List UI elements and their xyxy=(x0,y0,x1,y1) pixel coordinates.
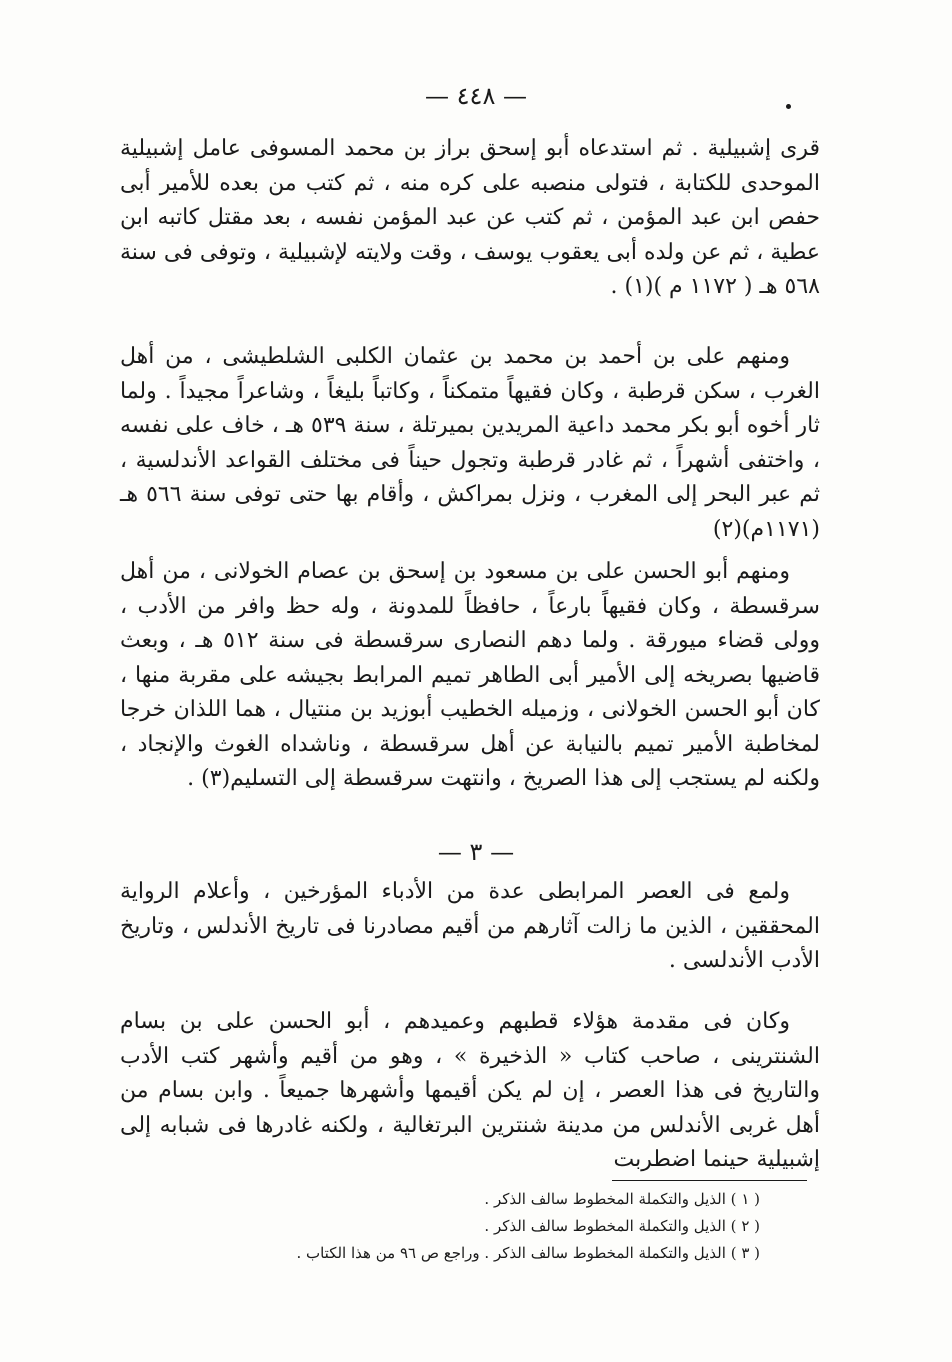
section-paragraph-2 xyxy=(120,1005,820,1178)
paragraph-3 xyxy=(120,555,820,797)
paragraph-text: ولمع فى العصر المرابطى عدة من الأدباء المؤرخين ، وأعلام الرواية المحققين ، الذين ما زالت آثارهم من أقيم مصادرنا فى تاريخ الأندلس ، وتاريخ الأدب الأندلسى . xyxy=(120,879,820,973)
page-number: — ٤٤٨ — xyxy=(425,82,527,110)
paragraph-2 xyxy=(120,340,820,547)
paragraph-text: ومنهم على بن أحمد بن محمد بن عثمان الكلبى الشلطيشى ، من أهل الغرب ، سكن قرطبة ، وكان فقيهاً متمكناً ، وكاتباً بليغاً ، وشاعراً مجيداً . ولما ثار أخوه أبو بكر محمد داعية المريدين بميرتلة ، سنة ٥٣٩ هـ ، خاف على نفسه ، واختفى أشهراً ، ثم غادر قرطبة وتجول حيناً فى مختلف القواعد الأندلسية ، ثم عبر البحر إلى المغرب ، ونزل بمراكش ، وأقام بها حتى توفى سنة ٥٦٦ هـ (١١٧١م)(٢) xyxy=(120,344,820,542)
footnote-divider xyxy=(612,1180,807,1181)
paragraph-text: ومنهم أبو الحسن على بن مسعود بن إسحق بن عصام الخولانى ، من أهل سرقسطة ، وكان فقيهاً بارعاً ، حافظاً للمدونة ، وله حظ وافر من الأدب ، وولى قضاء ميورقة . ولما دهم النصارى سرقسطة فى سنة ٥١٢ هـ ، وبعث قاضيها بصريخه إلى الأمير أبى الطاهر تميم المرابط بجيشه على مقربة منها ، كان أبو الحسن الخولانى ، وزميله الخطيب أبوزيد بن منتيال ، هما اللذان خرجا لمخاطبة الأمير تميم بالنيابة عن أهل سرقسطة ، وناشداه الغوث والإنجاد ، ولكنه لم يستجب إلى هذا الصريخ ، وانتهت سرقسطة إلى التسليم(٣) . xyxy=(120,559,820,791)
section-number: — ٣ — xyxy=(437,838,515,866)
margin-dot xyxy=(786,104,791,109)
paragraph-text: قرى إشبيلية . ثم استدعاه أبو إسحق براز بن محمد المسوفى عامل إشبيلية الموحدى للكتابة ، فتولى منصبه على كره منه ، ثم كتب من بعده للأمير أبى حفص ابن عبد المؤمن ، ثم كتب عن عبد المؤمن نفسه ، بعد مقتل كاتبه ابن عطية ، ثم عن ولده أبى يعقوب يوسف ، وقت ولايته لإشبيلية ، وتوفى فى سنة ٥٦٨ هـ ( ١١٧٢ م )(١) . xyxy=(120,136,820,299)
section-paragraph-1 xyxy=(120,875,820,979)
footnotes xyxy=(150,1186,760,1267)
paragraph-text: وكان فى مقدمة هؤلاء قطبهم وعميدهم ، أبو الحسن على بن بسام الشنترينى ، صاحب كتاب « الذخيرة » ، وهو من أقيم وأشهر كتب الأدب والتاريخ فى هذا العصر ، إن لم يكن أقيمها وأشهرها جميعاً . وابن بسام من أهل غربى الأندلس من مدينة شنترين البرتغالية ، ولكنه غادرها فى شبابه إلى إشبيلية حينما اضطربت xyxy=(120,1009,820,1172)
paragraph-1 xyxy=(120,132,820,305)
footnote-2: ( ٢ ) الذيل والتكملة المخطوط سالف الذكر . xyxy=(484,1217,760,1235)
footnote-3: ( ٣ ) الذيل والتكملة المخطوط سالف الذكر . وراجع ص ٩٦ من هذا الكتاب . xyxy=(296,1244,760,1262)
footnote-1: ( ١ ) الذيل والتكملة المخطوط سالف الذكر . xyxy=(484,1190,760,1208)
